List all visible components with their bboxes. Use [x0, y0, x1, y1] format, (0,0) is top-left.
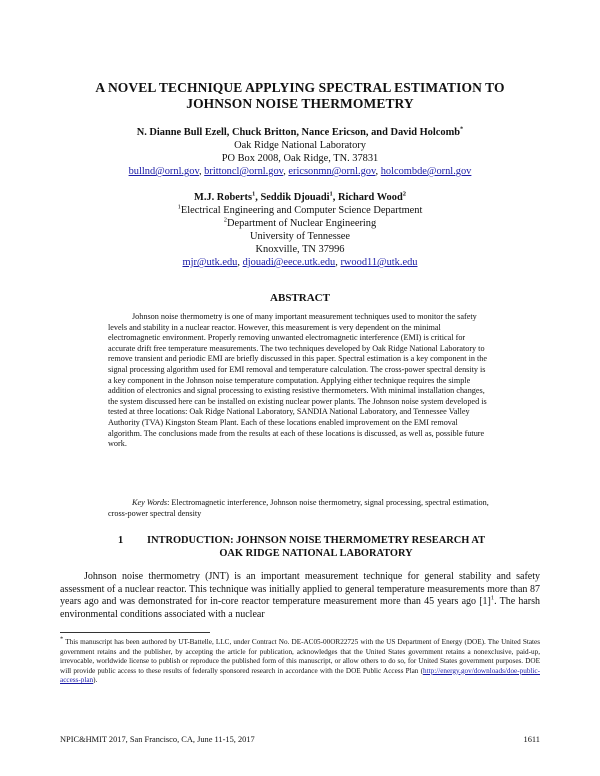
footnote-divider	[60, 632, 210, 633]
keywords-label: Key Words	[132, 498, 168, 507]
author-names: N. Dianne Bull Ezell, Chuck Britton, Nance Ericson, and David Holcomb*	[136, 125, 464, 138]
section-title-line-2: OAK RIDGE NATIONAL LABORATORY	[219, 548, 413, 559]
abstract-text: Johnson noise thermometry is one of many important measurement techniques used to monitor the safety levels and stability in a nuclear reactor. However, this measurement is very dependent on the minimal electromagnetic environment. Properly removing unwanted electromagnetic interference (EMI) is critical for accurate drift free temperature measurements. The two techniques developed by Oak Ridge National Laboratory to remove transient and periodic EMI are briefly discussed in this paper. Spectral estimation is a key component in the signal processing algorithm used for EMI removal and temperature calculation. The cross-power spectral density is a key component in the Johnson noise temperature computation. Applying either technique requires the simple addition of electronics and signal processing to existing resistive thermometers. With minimal installation changes, the system discussed here can be installed on existing nuclear power plants. The Johnson noise system developed is tested at three locations: Oak Ridge National Laboratory, SANDIA National Laboratory, and Tennessee Valley Authority (TVA) Kingston Steam Plant. Each of these locations enabled improvement on the EMI removal algorithm. The conclusions made from the results at each of these locations is discussed, as well as, possible future work.	[108, 312, 488, 449]
section-number: 1	[118, 535, 124, 546]
email-link[interactable]: djouadi@eece.utk.edu	[242, 257, 336, 268]
intro-text-b: . The harsh environmental conditions associated with a nuclear	[60, 596, 540, 620]
footnote-link[interactable]: http://energy.gov/downloads/doe-public-access-plan	[60, 666, 540, 685]
author-address: PO Box 2008, Oak Ridge, TN. 37831	[221, 153, 379, 164]
author-emails-utk: mjr@utk.edu, djouadi@eece.utk.edu, rwood11@utk.edu	[182, 257, 418, 268]
section-title-line-1: INTRODUCTION: JOHNSON NOISE THERMOMETRY RESEARCH AT	[146, 535, 486, 546]
author-emails: bullnd@ornl.gov, brittoncl@ornl.gov, ericsonmn@ornl.gov, holcombde@ornl.gov	[128, 166, 472, 177]
email-link[interactable]: brittoncl@ornl.gov	[204, 166, 284, 177]
conference-footer: NPIC&HMIT 2017, San Francisco, CA, June 11-15, 2017	[60, 735, 255, 744]
footnote-text: This manuscript has been authored by UT-Battelle, LLC, under Contract No. DE-AC05-00OR22725 with the US Department of Energy (DOE). The United States government retains and the publisher, by accepting the article for publication, acknowledges that the United States government retains a nonexclusive, paid-up, irrevocable, worldwide license to publish or reproduce the published form of this manuscript, or allow others to do so, for United States government purposes. DOE will provide public access to these results of federally sponsored research in accordance with the DOE Public Access Plan (	[60, 638, 540, 675]
title-line-1: A NOVEL TECHNIQUE APPLYING SPECTRAL ESTIMATION TO	[95, 80, 505, 95]
intro-text-a: Johnson noise thermometry (JNT) is an important measurement technique for general stability and safety assessment of a nuclear reactor. This technique was initially applied to general temperature measurements more than 87 years ago and was demonstrated for in-core reactor temperature measurement more than 45 years ago [1]	[60, 571, 540, 608]
affiliation-ne: $^2$Department of Nuclear Engineering	[223, 216, 377, 229]
page-number: 1611	[523, 735, 540, 744]
keywords-text: : Electromagnetic interference, Johnson noise thermometry, signal processing, spectral estimation, cross-power spectral density	[108, 498, 489, 518]
footnote-mark: *	[60, 635, 64, 643]
city: Knoxville, TN 37996	[255, 244, 345, 255]
section-heading	[96, 534, 536, 560]
intro-paragraph	[60, 571, 540, 621]
email-link[interactable]: mjr@utk.edu	[182, 257, 238, 268]
university: University of Tennessee	[249, 231, 351, 242]
abstract-heading: ABSTRACT	[270, 292, 330, 304]
footnote: * This manuscript has been authored by UT-Battelle, LLC, under Contract No. DE-AC05-00OR22725 with the US Department of Energy (DOE). The United States government retains and the publisher, by accepting the article for publication, acknowledges that the United States government retains a nonexclusive, paid-up, irrevocable, worldwide license to publish or reproduce the published form of this manuscript, or allow others to do so, for United States government purposes. DOE will provide public access to these results of federally sponsored research in accordance with the DOE Public Access Plan (http://energy.gov/downloads/doe-public-access-plan).	[60, 635, 540, 685]
paper-title	[60, 80, 540, 112]
author-block-utk	[60, 191, 540, 269]
title-line-2: JOHNSON NOISE THERMOMETRY	[186, 96, 414, 111]
intro-footnote-ref: 1	[490, 594, 495, 602]
author-affiliation: Oak Ridge National Laboratory	[234, 140, 366, 151]
email-link[interactable]: ericsonmn@ornl.gov	[288, 166, 376, 177]
email-link[interactable]: bullnd@ornl.gov	[128, 166, 199, 177]
keywords	[108, 498, 492, 519]
email-link[interactable]: rwood11@utk.edu	[340, 257, 418, 268]
author-block-ornl	[60, 126, 540, 178]
author-names-utk: M.J. Roberts$^1$, Seddik Djouadi$^1$, Richard Wood$^2$	[194, 190, 406, 203]
abstract-body	[108, 312, 488, 450]
email-link[interactable]: holcombde@ornl.gov	[380, 166, 472, 177]
affiliation-eecs: $^1$Electrical Engineering and Computer Science Department	[177, 203, 423, 216]
